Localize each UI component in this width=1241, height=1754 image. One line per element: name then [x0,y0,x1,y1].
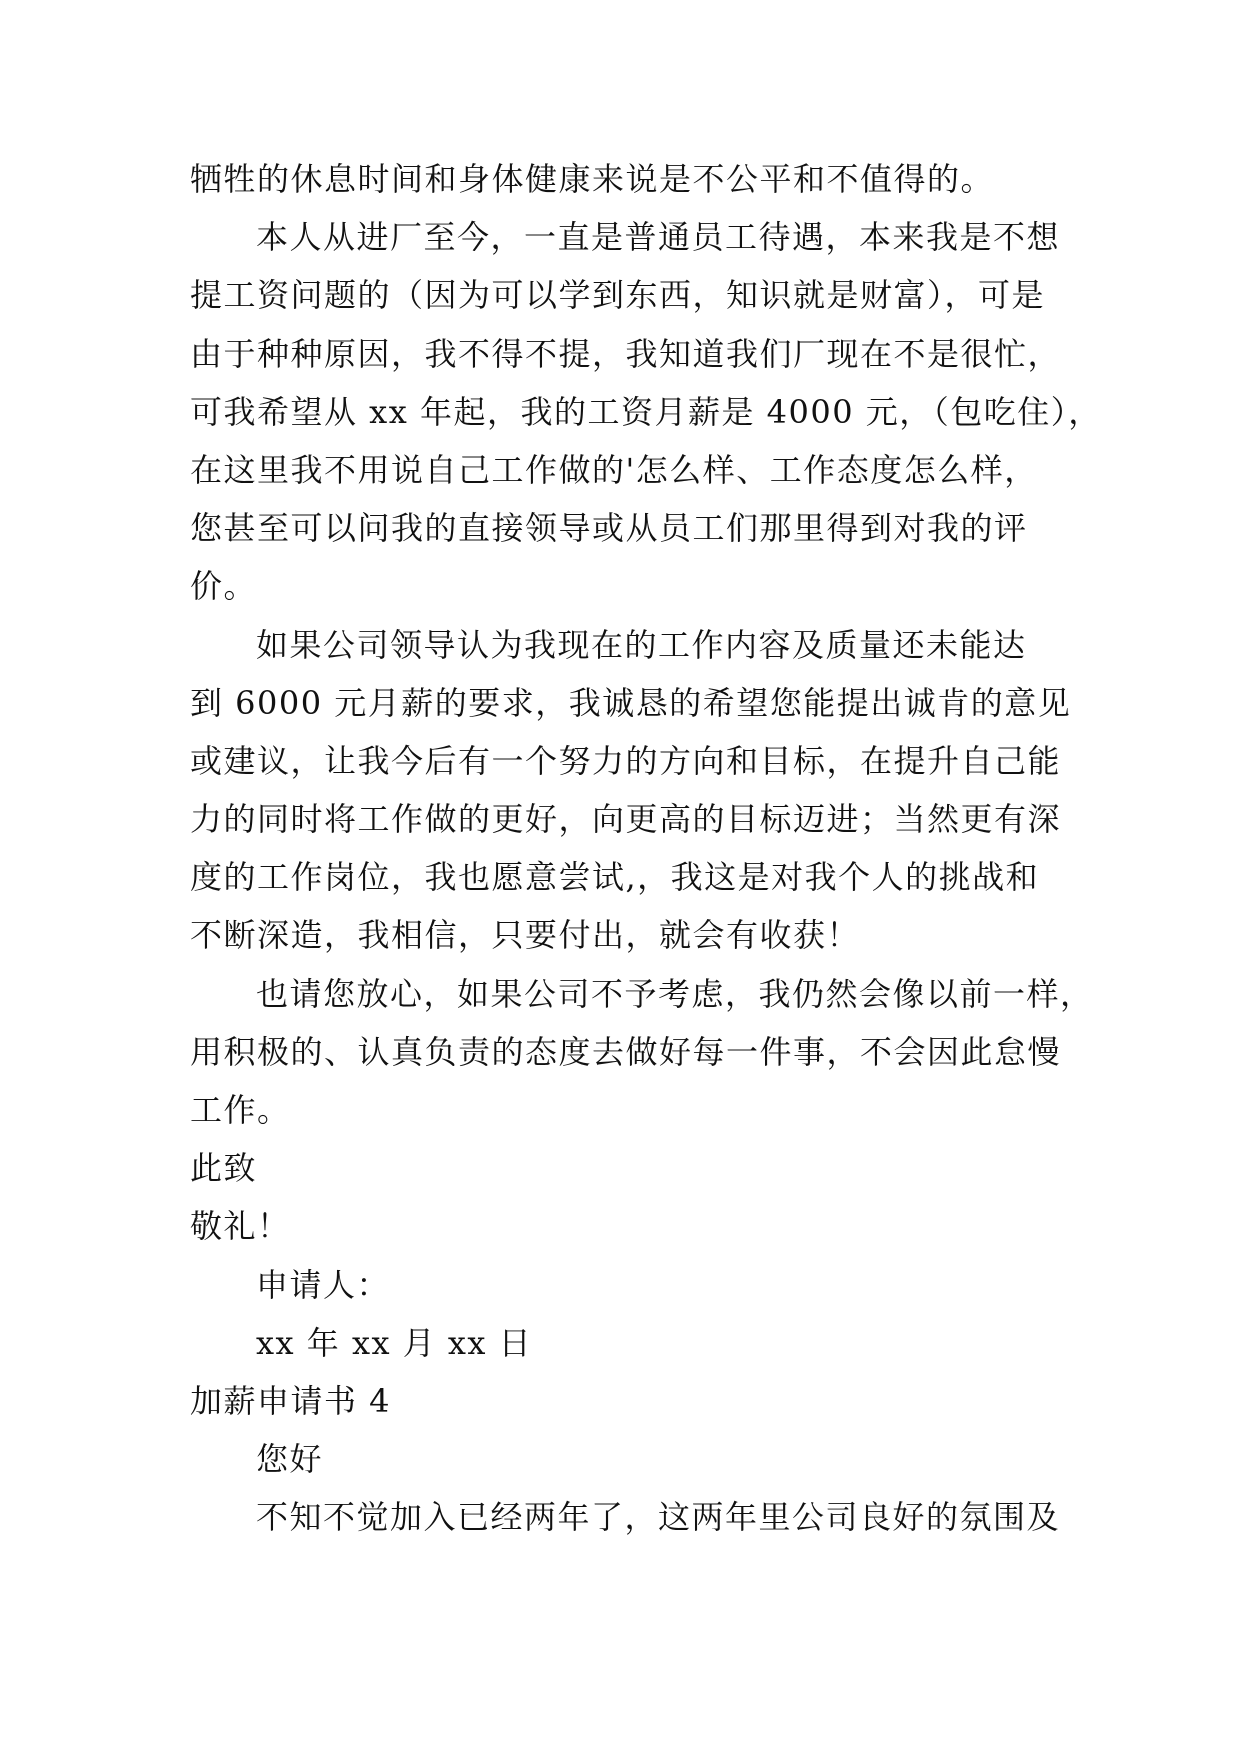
text-line-5: 可我希望从 xx 年起，我的工资月薪是 4000 元，（包吃住）， [190,392,1102,431]
text-line-1: 牺牲的休息时间和身体健康来说是不公平和不值得的。 [190,160,995,198]
date-line: xx 年 xx 月 xx 日 [256,1323,533,1362]
section-heading: 加薪申请书 4 [190,1381,392,1420]
text-line-8: 价。 [190,567,258,606]
text-line-24: 不知不觉加入已经两年了，这两年里公司良好的氛围及 [256,1498,1061,1537]
text-line-9: 如果公司领导认为我现在的工作内容及质量还未能达 [256,625,1027,664]
text-line-3: 提工资问题的（因为可以学到东西，知识就是财富），可是 [190,276,1046,315]
closing-salute: 敬礼！ [190,1207,291,1246]
text-line-16: 用积极的、认真负责的态度去做好每一件事，不会因此怠慢 [190,1032,1062,1071]
applicant-label: 申请人： [256,1265,391,1304]
text-line-4: 由于种种原因，我不得不提，我知道我们厂现在不是很忙， [190,334,1062,373]
text-line-2: 本人从进厂至今，一直是普通员工待遇，本来我是不想 [256,218,1061,257]
text-line-15: 也请您放心，如果公司不予考虑，我仍然会像以前一样， [256,974,1094,1013]
text-line-14: 不断深造，我相信，只要付出，就会有收获！ [190,916,861,955]
salutation: 您好 [256,1440,324,1479]
text-line-13: 度的工作岗位，我也愿意尝试,，我这是对我个人的挑战和 [190,858,1040,897]
text-line-12: 力的同时将工作做的更好，向更高的目标迈进；当然更有深 [190,800,1062,839]
text-line-6: 在这里我不用说自己工作做的'怎么样、工作态度怎么样， [190,450,1038,489]
document-page [190,150,1102,1547]
closing-greeting: 此致 [190,1149,258,1188]
text-line-7: 您甚至可以问我的直接领导或从员工们那里得到对我的评 [190,509,1028,548]
text-line-11: 或建议，让我今后有一个努力的方向和目标，在提升自己能 [190,741,1062,780]
text-line-10: 到 6000 元月薪的要求，我诚恳的希望您能提出诚肯的意见 [190,683,1072,722]
text-line-17: 工作。 [190,1091,291,1129]
